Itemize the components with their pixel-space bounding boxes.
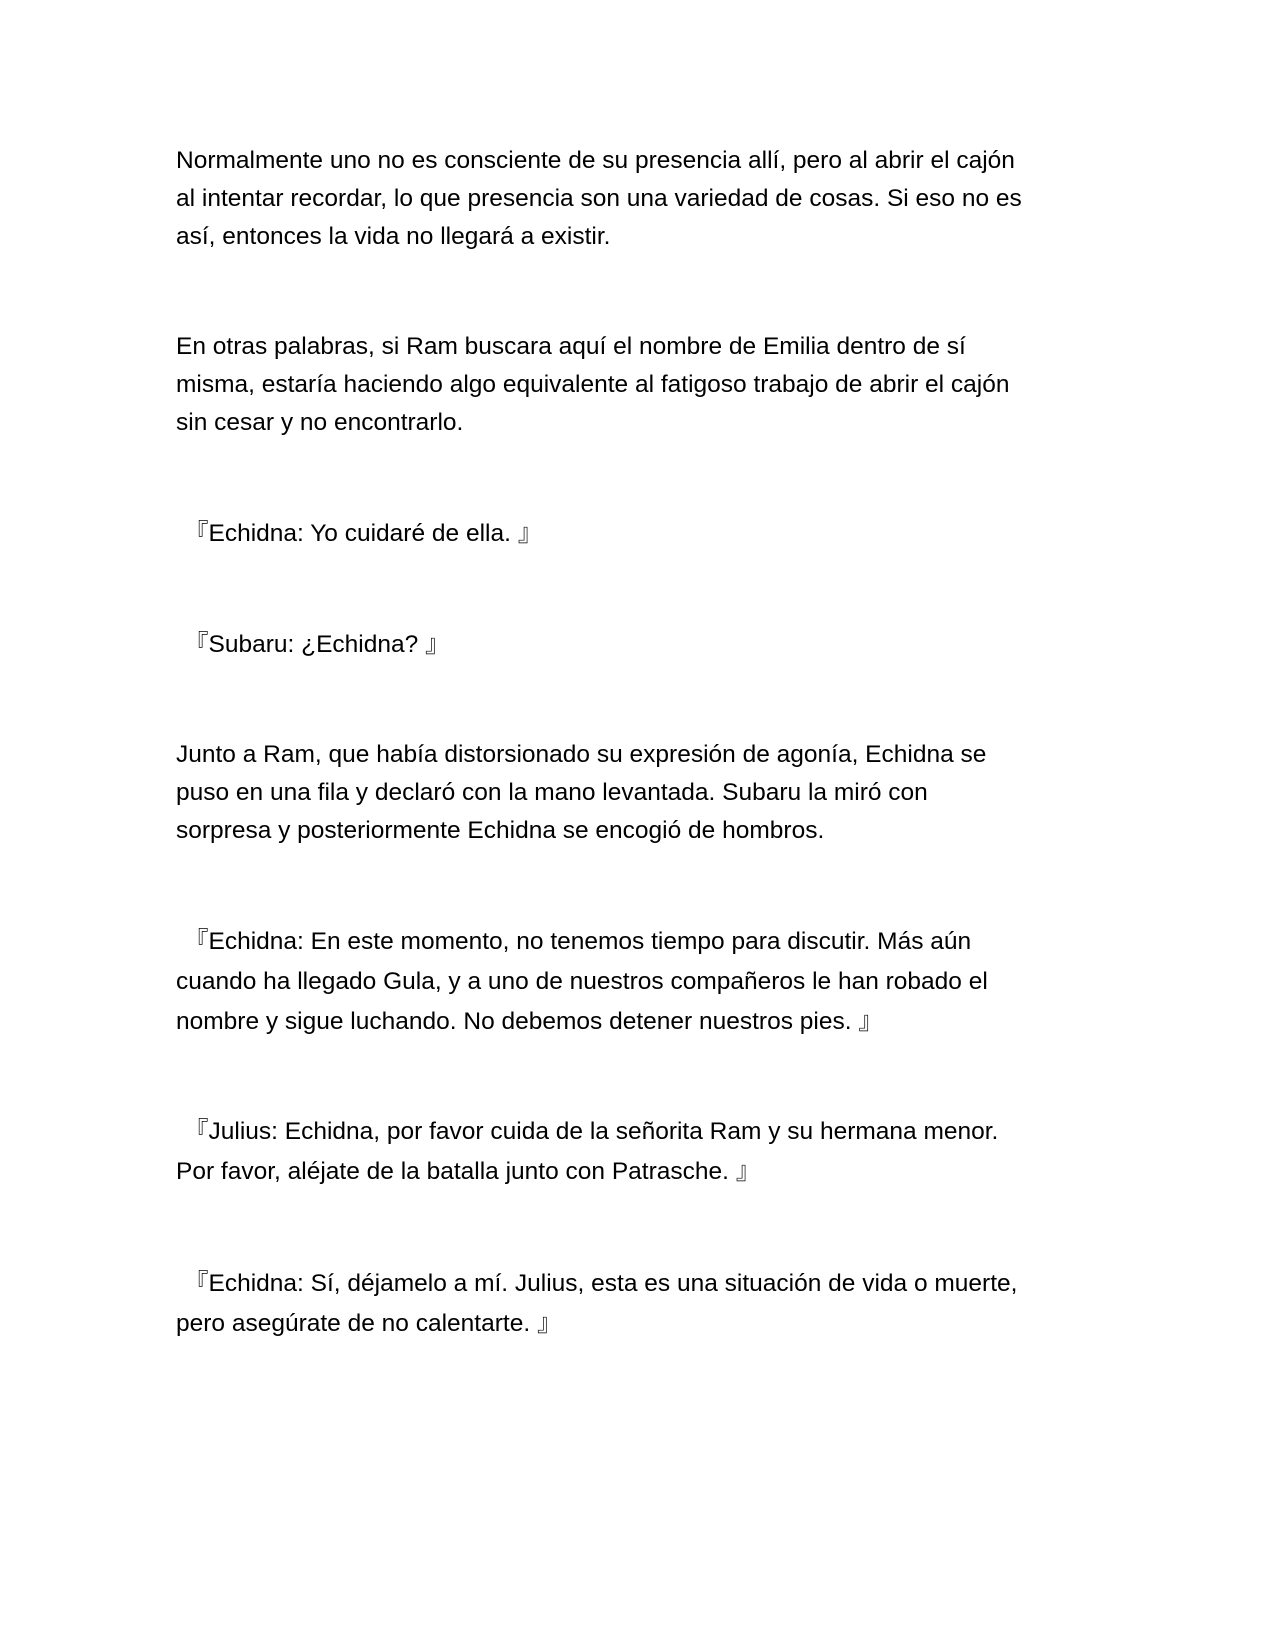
text-line: pero asegúrate de no calentarte. 』 (176, 1310, 562, 1337)
text-line: sin cesar y no encontrarlo. (176, 409, 464, 436)
text-line: Junto a Ram, que había distorsionado su expresión de agonía, Echidna se (176, 741, 987, 768)
text-line: nombre y sigue luchando. No debemos detener nuestros pies. 』 (176, 1008, 883, 1035)
text-line: 『Echidna: En este momento, no tenemos tiempo para discutir. Más aún (184, 928, 972, 955)
paragraph-2 (176, 328, 1096, 442)
dialogue-julius-1 (176, 1112, 1096, 1192)
text-line: En otras palabras, si Ram buscara aquí el nombre de Emilia dentro de sí (176, 333, 966, 360)
dialogue-echidna-1 (176, 515, 1096, 553)
text-line: al intentar recordar, lo que presencia son una variedad de cosas. Si eso no es (176, 185, 1022, 212)
paragraph-1 (176, 142, 1096, 256)
text-line: sorpresa y posteriormente Echidna se encogió de hombros. (176, 817, 825, 844)
text-line: 『Julius: Echidna, por favor cuida de la señorita Ram y su hermana menor. (184, 1118, 999, 1145)
text-line: cuando ha llegado Gula, y a uno de nuestros compañeros le han robado el (176, 968, 988, 995)
text-line: 『Echidna: Sí, déjamelo a mí. Julius, esta es una situación de vida o muerte, (184, 1270, 1018, 1297)
text-line: así, entonces la vida no llegará a existir. (176, 223, 611, 250)
dialogue-echidna-2 (176, 922, 1096, 1042)
text-line: puso en una fila y declaró con la mano levantada. Subaru la miró con (176, 779, 928, 806)
dialogue-subaru-1 (176, 626, 1096, 664)
text-line: Por favor, aléjate de la batalla junto con Patrasche. 』 (176, 1158, 761, 1185)
paragraph-3 (176, 736, 1096, 850)
text-line: misma, estaría haciendo algo equivalente al fatigoso trabajo de abrir el cajón (176, 371, 1010, 398)
text-line: 『Subaru: ¿Echidna? 』 (184, 631, 450, 658)
text-line: 『Echidna: Yo cuidaré de ella. 』 (184, 520, 543, 547)
text-line: Normalmente uno no es consciente de su presencia allí, pero al abrir el cajón (176, 147, 1015, 174)
dialogue-echidna-3 (176, 1264, 1096, 1344)
